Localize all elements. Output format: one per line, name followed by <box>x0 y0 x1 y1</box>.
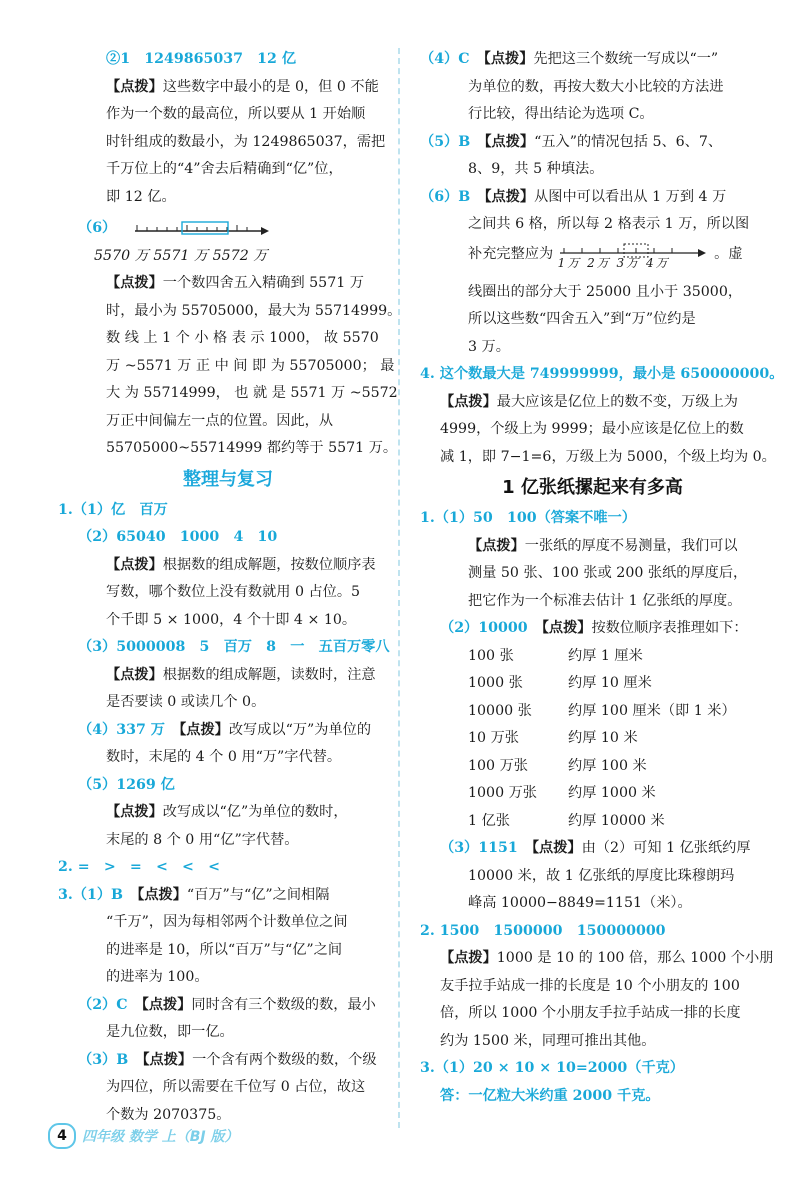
hint-tag: 【点拨】 <box>137 886 187 903</box>
hint-tag: 【点拨】 <box>106 804 163 820</box>
hint-text: 所以这些数“四舍五入”到“万”位约是 <box>468 311 696 327</box>
answer-line: （5）B <box>420 133 471 150</box>
hint-tag: 【点拨】 <box>106 275 163 291</box>
hint-text: 数 线 上 1 个 小 格 表 示 1000， 故 5570 <box>106 330 379 346</box>
table-row: 10000 张 约厚 100 厘米（即 1 米） <box>468 702 736 719</box>
hint-tag: 【点拨】 <box>468 537 525 554</box>
hint-text: 个数为 2070375。 <box>106 1106 231 1123</box>
hint-text: “千万”，因为每相邻两个计数单位之间 <box>106 914 348 930</box>
table-row: 1000 张 约厚 10 厘米 <box>468 675 652 691</box>
hint-text: 为单位的数，再按大数大小比较的方法进 <box>468 78 724 95</box>
answer-line: 1.（1）亿 百万 <box>58 501 168 518</box>
section-title: 整理与复习 <box>183 468 273 490</box>
number-line-labels: 1万 2万 3万 4万 <box>557 255 670 270</box>
hint-text: 友手拉手站成一排的长度是 10 个小朋友的 100 <box>440 977 740 994</box>
column-divider <box>398 48 400 1128</box>
hint-text: 改写成以“万”为单位的 <box>228 721 372 738</box>
hint-text: 的进率是 10，所以“百万”与“亿”之间 <box>106 941 343 958</box>
answer-line: 3.（1）B <box>58 886 124 903</box>
answer-line: （3）B <box>78 1051 129 1068</box>
hint-tag: 【点拨】 <box>531 840 582 856</box>
hint-text: 这些数字中最小的是 0，但 0 不能 <box>162 78 379 95</box>
hint-text: 万 ~5571 万 正 中 间 即 为 55705000； 最 <box>106 357 395 374</box>
hint-text: 千万位上的“4”舍去后精确到“亿”位， <box>106 161 343 177</box>
hint-tag: 【点拨】 <box>484 133 535 150</box>
hint-tag: 【点拨】 <box>440 393 497 410</box>
hint-text: 大 为 55714999， 也 就 是 5571 万 ~5572 <box>106 385 398 401</box>
hint-tag: 【点拨】 <box>483 51 534 67</box>
hint-text: 倍，所以 1000 个小朋友手拉手站成一排的长度 <box>440 1005 741 1021</box>
hint-text: 同时含有三个数级的数，最小 <box>191 996 376 1013</box>
answer-line: （6）B <box>420 188 471 205</box>
hint-text: 万正中间偏左一点的位置。因此，从 <box>106 412 334 429</box>
hint-text: 一张纸的厚度不易测量，我们可以 <box>524 537 738 554</box>
answer-line: 1.（1）50 100（答案不唯一） <box>420 510 636 526</box>
answer-line: （3）5000008 5 百万 8 一 五百万零八 <box>78 639 390 655</box>
answer-line: （5）1269 亿 <box>78 776 175 793</box>
hint-text: 时，最小为 55705000，最大为 55714999。 <box>106 302 402 319</box>
hint-text: 改写成以“亿”为单位的数时， <box>162 804 348 820</box>
table-row: 10 万张 约厚 10 米 <box>468 730 638 746</box>
hint-text: 先把这三个数统一写成以“一” <box>533 51 719 67</box>
hint-text: 时针组成的数最小，为 1249865037，需把 <box>106 133 386 150</box>
hint-tag: 【点拨】 <box>106 666 163 683</box>
hint-text: 作为一个数的最高位，所以要从 1 开始顺 <box>106 106 366 122</box>
hint-text: 一个含有两个数级的数，个级 <box>192 1051 377 1068</box>
hint-tag: 【点拨】 <box>141 996 192 1013</box>
question-number: （6） <box>78 220 117 236</box>
hint-text: 55705000~55714999 都约等于 5571 万。 <box>106 440 398 456</box>
answer-line: （4）337 万 <box>78 721 165 738</box>
table-row: 1000 万张 约厚 1000 米 <box>468 785 656 801</box>
hint-text: 10000 米，故 1 亿张纸的厚度比珠穆朗玛 <box>468 867 735 884</box>
answer-line: （2）C <box>78 996 128 1013</box>
right-column <box>420 46 784 1110</box>
hint-tag: 【点拨】 <box>179 721 229 738</box>
hint-text: 最大应该是亿位上的数不变，万级上为 <box>496 393 738 410</box>
hint-text: 是否要读 0 或读几个 0。 <box>106 694 266 710</box>
hint-text: 的进率为 100。 <box>106 969 209 985</box>
hint-text: 末尾的 8 个 0 用“亿”字代替。 <box>106 831 299 848</box>
hint-tag: 【点拨】 <box>142 1051 193 1068</box>
page-number: 4 <box>48 1123 76 1149</box>
hint-text: 是九位数，即一亿。 <box>106 1024 234 1040</box>
hint-text: 写数，哪个数位上没有数就用 0 占位。5 <box>106 584 361 600</box>
hint-text: 即 12 亿。 <box>106 188 176 205</box>
table-row: 100 张 约厚 1 厘米 <box>468 647 643 664</box>
hint-text: 8、9，共 5 种填法。 <box>468 161 604 177</box>
answer-line: 答：一亿粒大米约重 2000 千克。 <box>440 1087 660 1104</box>
hint-text: 根据数的组成解题，读数时，注意 <box>162 666 376 683</box>
hint-text: 1000 是 10 的 100 倍，那么 1000 个小朋 <box>496 950 774 966</box>
table-row: 1 亿张 约厚 10000 米 <box>468 812 665 829</box>
hint-text: 行比较，得出结论为选项 C。 <box>468 106 654 122</box>
hint-tag: 【点拨】 <box>484 188 535 205</box>
hint-text: 为四位，所以需要在千位写 0 占位，故这 <box>106 1079 366 1095</box>
hint-text: 从图中可以看出从 1 万到 4 万 <box>534 188 727 205</box>
hint-text: 之间共 6 格，所以每 2 格表示 1 万，所以图 <box>468 216 750 232</box>
hint-text: 一个数四舍五入精确到 5571 万 <box>162 275 364 291</box>
hint-text: 数时，末尾的 4 个 0 用“万”字代替。 <box>106 749 342 765</box>
hint-text: “五入”的情况包括 5、6、7、 <box>534 133 723 150</box>
hint-text: 4999，个级上为 9999；最小应该是亿位上的数 <box>440 421 744 437</box>
answer-line: 4. 这个数最大是 749999999，最小是 650000000。 <box>420 366 784 382</box>
hint-text: 3 万。 <box>468 338 510 355</box>
table-row: 100 万张 约厚 100 米 <box>468 757 647 774</box>
hint-text: 约为 1500 米，同理可推出其他。 <box>440 1032 656 1049</box>
answer-line: （2）10000 <box>440 620 528 636</box>
hint-text: 。虚 <box>714 245 743 262</box>
hint-text: 个千即 5 × 1000，4 个十即 4 × 10。 <box>106 611 357 628</box>
hint-tag: 【点拨】 <box>106 556 163 573</box>
answer-line: ②1 1249865037 12 亿 <box>106 51 297 67</box>
hint-text: 根据数的组成解题，按数位顺序表 <box>162 556 376 573</box>
hint-text: “百万”与“亿”之间相隔 <box>186 886 330 903</box>
hint-text: 由（2）可知 1 亿张纸约厚 <box>581 840 751 856</box>
answer-line: 3.（1）20 × 10 × 10=2000（千克） <box>420 1060 684 1076</box>
answer-line: 2. 1500 1500000 150000000 <box>420 922 666 939</box>
answer-line: 2. = > = < < < <box>58 859 221 875</box>
hint-text: 补充完整应为 <box>468 245 554 262</box>
answer-line: （2）65040 1000 4 10 <box>78 529 278 545</box>
section-title: 1 亿张纸摞起来有多高 <box>502 477 683 498</box>
answer-line: （4）C <box>420 51 470 67</box>
page-footer <box>48 1123 239 1149</box>
hint-text: 线圈出的部分大于 25000 且小于 35000， <box>468 283 743 300</box>
hint-text: 按数位顺序表推理如下： <box>591 620 748 636</box>
left-column <box>58 46 402 1129</box>
hint-text: 减 1，即 7−1=6，万级上为 5000，个级上均为 0。 <box>440 448 776 465</box>
number-line-labels: 5570 万 5571 万 5572 万 <box>94 247 268 264</box>
answer-line: （3）1151 <box>440 840 518 856</box>
hint-tag: 【点拨】 <box>106 78 163 95</box>
book-title: 四年级 数学 上（BJ 版） <box>82 1129 239 1145</box>
hint-text: 峰高 10000−8849=1151（米）。 <box>468 895 692 911</box>
hint-text: 把它作为一个标准去估计 1 亿张纸的厚度。 <box>468 592 742 609</box>
hint-text: 测量 50 张、100 张或 200 张纸的厚度后， <box>468 565 748 581</box>
number-line-figure <box>121 219 271 237</box>
hint-tag: 【点拨】 <box>440 950 497 966</box>
hint-tag: 【点拨】 <box>541 620 592 636</box>
